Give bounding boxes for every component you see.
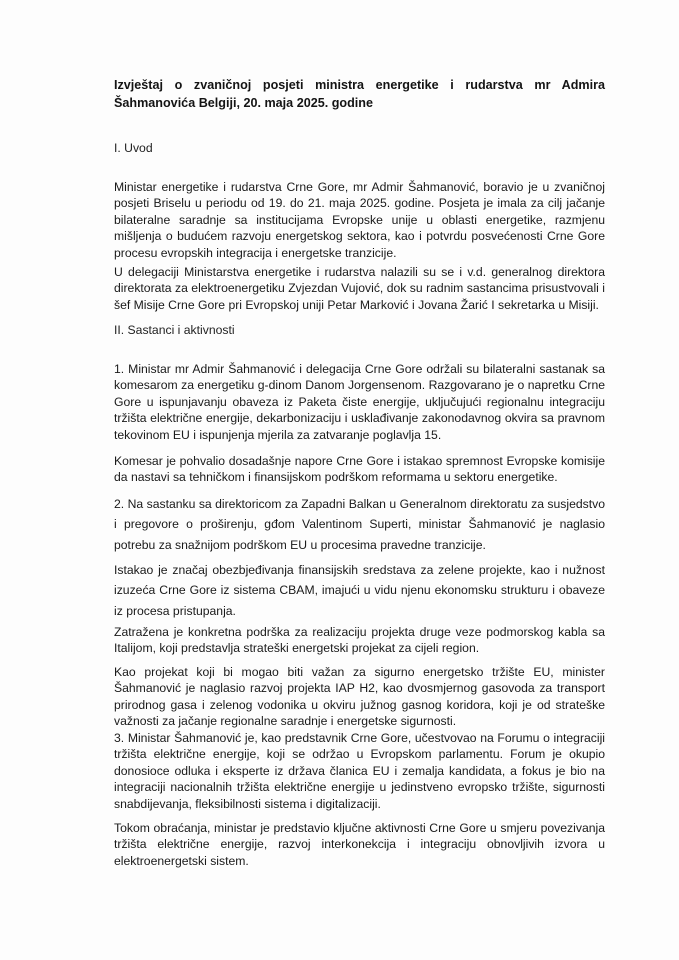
paragraph-intro-delegation: U delegaciji Ministarstva energetike i rudarstva nalazili su se i v.d. generalnog direktora direktorata za elektroenergetiku Zvjezdan Vujović, dok su radnim sastancima prisustvovali i šef Misije Crne Gore pri Evropskoj uniji Petar Marković i Jovana Žarić I sekretarka u Misiji. [114, 265, 605, 312]
section-heading-uvod: I. Uvod [114, 141, 153, 155]
document-title: Izvještaj o zvaničnoj posjeti ministra energetike i rudarstva mr Admira Šahmanovića Belgiji, 20. maja 2025. godine [114, 78, 605, 110]
paragraph-commissioner: Komesar je pohvalio dosadašnje napore Crne Gore i istakao spremnost Evropske komisije da nastavi sa tehničkom i finansijskom podrškom reformama u sektoru energetike. [114, 454, 605, 485]
paragraph-meeting-1: 1. Ministar mr Admir Šahmanović i delegacija Crne Gore održali su bilateralni sastanak sa komesarom za energetiku g-dinom Danom Jorgensenom. Razgovarano je o napretku Crne Gore u ispunjavanju obaveza iz Paketa čiste energije, uključujući regionalnu integraciju tržišta električne energije, dekarbonizaciju i usklađivanje zakonodavnog okvira sa pravnom tekovinom EU i ispunjenja mjerila za zatvaranje poglavlja 15. [114, 362, 605, 442]
paragraph-iap-h2: Kao projekat koji bi mogao biti važan za sigurno energetsko tržište EU, minister Šahmanović je naglasio razvoj projekta IAP H2, kao dvosmjernog gasovoda za transport prirodnog gasa i zelenog vodonika u okviru južnog gasnog koridora, koji je od strateške važnosti za jačanje regionalne saradnje i energetske sigurnosti. [114, 665, 605, 729]
paragraph-forum-3: 3. Ministar Šahmanović je, kao predstavnik Crne Gore, učestvovao na Forumu o integraciji tržišta električne energije, koji se održao u Evropskom parlamentu. Forum je okupio donosioce odluka i eksperte iz država članica EU i zemalja kandidata, a fokus je bio na integraciji nacionalnih tržišta električne energije u jedinstveno evropsko tržište, sigurnosti snabdijevanja, fleksibilnosti sistema i digitalizaciji. [114, 731, 605, 811]
paragraph-meeting-2: 2. Na sastanku sa direktoricom za Zapadni Balkan u Generalnom direktoratu za susjedstvo i pregovore o proširenju, gđom Valentinom Superti, ministar Šahmanović je naglasio potrebu za snažnijom podrškom EU u procesima pravedne tranzicije. [114, 497, 605, 552]
paragraph-submarine-cable: Zatražena je konkretna podrška za realizaciju projekta druge veze podmorskog kabla sa Italijom, koji predstavlja strateški energetski projekat za cijeli region. [114, 625, 605, 656]
section-heading-sastanci: II. Sastanci i aktivnosti [114, 323, 235, 337]
paragraph-intro-visit: Ministar energetike i rudarstva Crne Gore, mr Admir Šahmanović, boravio je u zvaničnoj posjeti Briselu u periodu od 19. do 21. maja 2025. godine. Posjeta je imala za cilj jačanje bilateralne saradnje sa institucijama Evropske unije u oblasti energetike, razmjenu mišljenja o budućem razvoju energetskog sektora, kao i potvrdu posvećenosti Crne Gore procesu evropskih integracija i energetske tranzicije. [114, 180, 605, 260]
paragraph-cbam: Istakao je značaj obezbjeđivanja finansijskih sredstava za zelene projekte, kao i nužnost izuzeća Crne Gore iz sistema CBAM, imajući u vidu njenu ekonomsku strukturu i obaveze iz procesa pristupanja. [114, 563, 605, 618]
paragraph-address: Tokom obraćanja, ministar je predstavio ključne aktivnosti Crne Gore u smjeru povezivanja tržišta električne energije, razvoj interkonekcija i integraciju obnovljivih izvora u elektroenergetski sistem. [114, 821, 605, 868]
